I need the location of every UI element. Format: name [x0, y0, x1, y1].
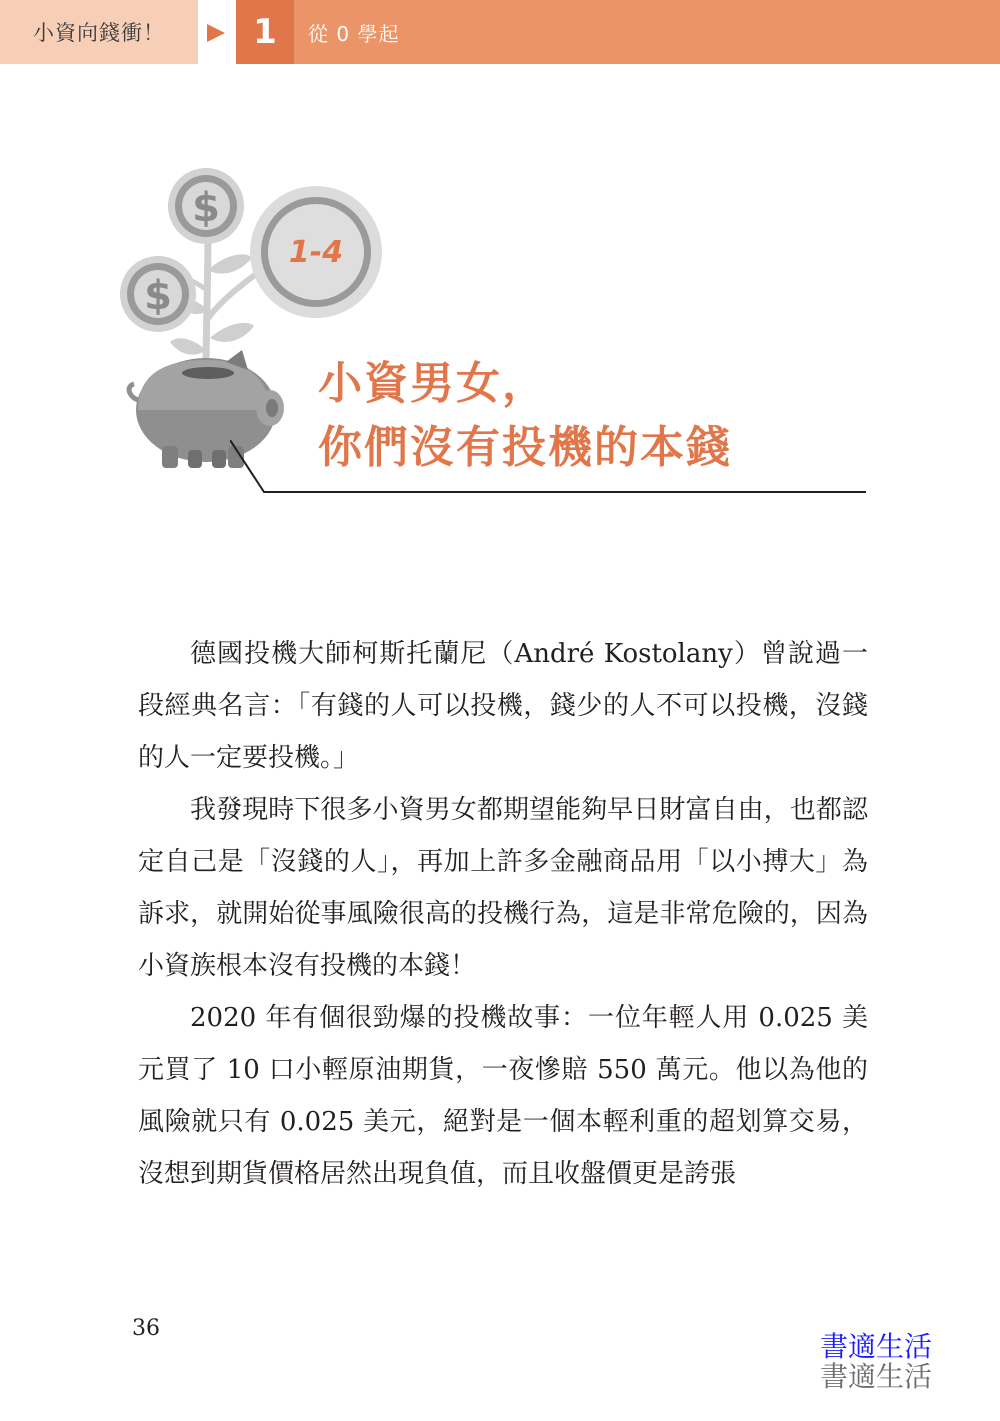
title-underline: [230, 440, 870, 500]
book-title: 小資向錢衝！: [33, 21, 165, 45]
paragraph: 德國投機大師柯斯托蘭尼（André Kostolany）曾說過一段經典名言：「有錢的人可以投機，錢少的人不可以投機，沒錢的人一定要投機。」: [138, 639, 868, 773]
watermark-line-1: 書適生活: [820, 1330, 933, 1363]
paragraph: 2020 年有個很勁爆的投機故事：一位年輕人用 0.025 美元買了 10 口小輕原油期貨，一夜慘賠 550 萬元。他以為他的風險就只有 0.025 美元，絕對是一個本輕利重的超划算交易，沒想到期貨價格居然出現負值，而且收盤價更是誇張: [138, 1003, 868, 1189]
dollar-coin-icon: [168, 168, 244, 244]
dollar-coin-icon: [120, 256, 196, 332]
svg-text:$: $: [144, 273, 172, 319]
header-book-title-box: [0, 0, 198, 64]
watermark-line-2: 書適生活: [820, 1360, 933, 1393]
section-title-line-1: 小資男女，: [318, 358, 548, 409]
svg-text:$: $: [192, 185, 220, 231]
section-number: 1-4: [288, 234, 344, 270]
body-text: [138, 628, 868, 1200]
section-title-line-2: 你們沒有投機的本錢: [318, 422, 732, 473]
header-chapter-box: [294, 0, 1000, 64]
page-number: 36: [132, 1316, 160, 1341]
chapter-number: 1: [236, 0, 294, 64]
paragraph: 我發現時下很多小資男女都期望能夠早日財富自由，也都認定自己是「沒錢的人」，再加上許多金融商品用「以小搏大」為訴求，就開始從事風險很高的投機行為，這是非常危險的，因為小資族根本沒有投機的本錢！: [138, 795, 868, 981]
play-arrow-icon: [207, 24, 225, 42]
chapter-title: 從 0 學起: [308, 21, 400, 46]
